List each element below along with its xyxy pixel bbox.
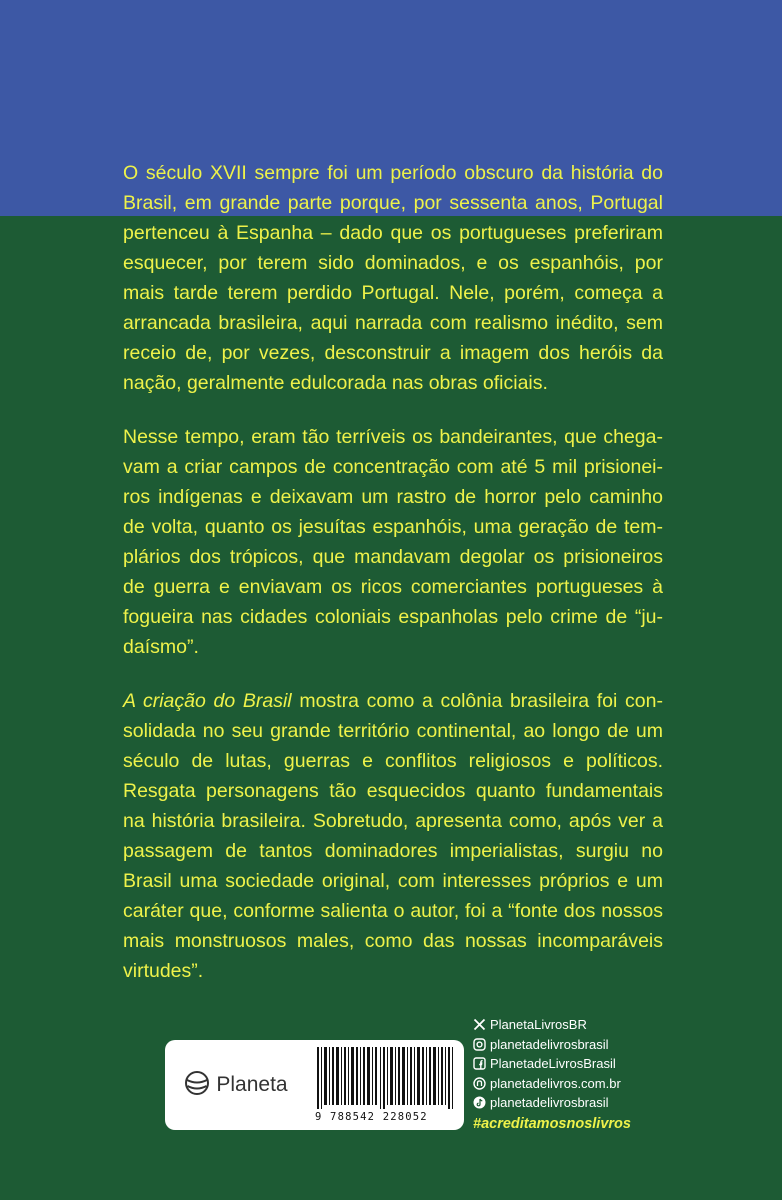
- social-label: planetadelivros.com.br: [490, 1075, 621, 1091]
- social-label: PlanetaLivrosBR: [490, 1017, 587, 1033]
- social-item-website[interactable]: [473, 1074, 713, 1094]
- social-item-facebook[interactable]: [473, 1054, 713, 1074]
- social-label: planetadelivrosbrasil: [490, 1095, 609, 1111]
- synopsis-paragraph-2: Nesse tempo, eram tão terríveis os bandeirantes, que chegavam a criar campos de concentração com até 5 mil prisioneiros indígenas e deixavam um rastro de horror pelo caminho de volta, quanto os jesuítas espanhóis, uma geração de templários dos trópicos, que mandavam degolar os prisioneiros de guerra e enviavam os ricos comerciantes portugueses à fogueira nas cidades coloniais espanholas pelo crime de “judaísmo”.: [123, 426, 663, 658]
- isbn-number: 9 788542 228052: [315, 1111, 428, 1123]
- hashtag-slogan: #acreditamosnoslivros: [473, 1116, 631, 1132]
- barcode-box: [307, 1040, 464, 1130]
- instagram-icon: [473, 1038, 486, 1051]
- x-icon: [473, 1018, 486, 1031]
- synopsis-paragraph-3: [123, 686, 663, 986]
- social-item-instagram[interactable]: [473, 1035, 713, 1055]
- synopsis-paragraph-3-text: mostra como a colônia brasileira foi consolidada no seu grande território continental, ao longo de um século de lutas, guerras e conflitos religiosos e políticos. Resgata personagens tão esquecidos quanto fundamentais na história brasileira. Sobretudo, apresenta como, após ver a passagem de tantos dominadores imperialistas, surgiu no Brasil uma sociedade original, com interesses próprios e um caráter que, conforme salienta o autor, foi a “fonte dos nossos mais monstruosos males, como das nossas incomparáveis virtudes”.: [123, 690, 663, 982]
- facebook-icon: [473, 1057, 486, 1070]
- social-label: PlanetadeLivrosBrasil: [490, 1056, 616, 1072]
- publisher-logo-box: [165, 1040, 307, 1130]
- tiktok-icon: [473, 1096, 486, 1109]
- publisher-name: Planeta: [216, 1073, 288, 1096]
- back-cover-synopsis: [123, 158, 663, 1010]
- social-item-tiktok[interactable]: [473, 1093, 713, 1113]
- barcode-bars: [317, 1047, 457, 1109]
- planeta-globe-icon: [184, 1070, 210, 1101]
- website-icon: [473, 1077, 486, 1090]
- social-item-x[interactable]: [473, 1015, 713, 1035]
- social-links: [473, 1015, 713, 1113]
- synopsis-paragraph-1: O século XVII sempre foi um período obscuro da história do Brasil, em grande parte porque, por sessenta anos, Portugal pertenceu à Espanha – dado que os portugueses preferiram esquecer, por terem sido dominados, e os espanhóis, por mais tarde terem perdido Portugal. Nele, porém, começa a arrancada brasileira, aqui narrada com realismo inédito, sem receio de, por vezes, desconstruir a imagem dos heróis da nação, geralmente edulcorada nas obras oficiais.: [123, 162, 663, 394]
- book-title-italic: A criação do Brasil: [123, 690, 292, 712]
- social-label: planetadelivrosbrasil: [490, 1036, 609, 1052]
